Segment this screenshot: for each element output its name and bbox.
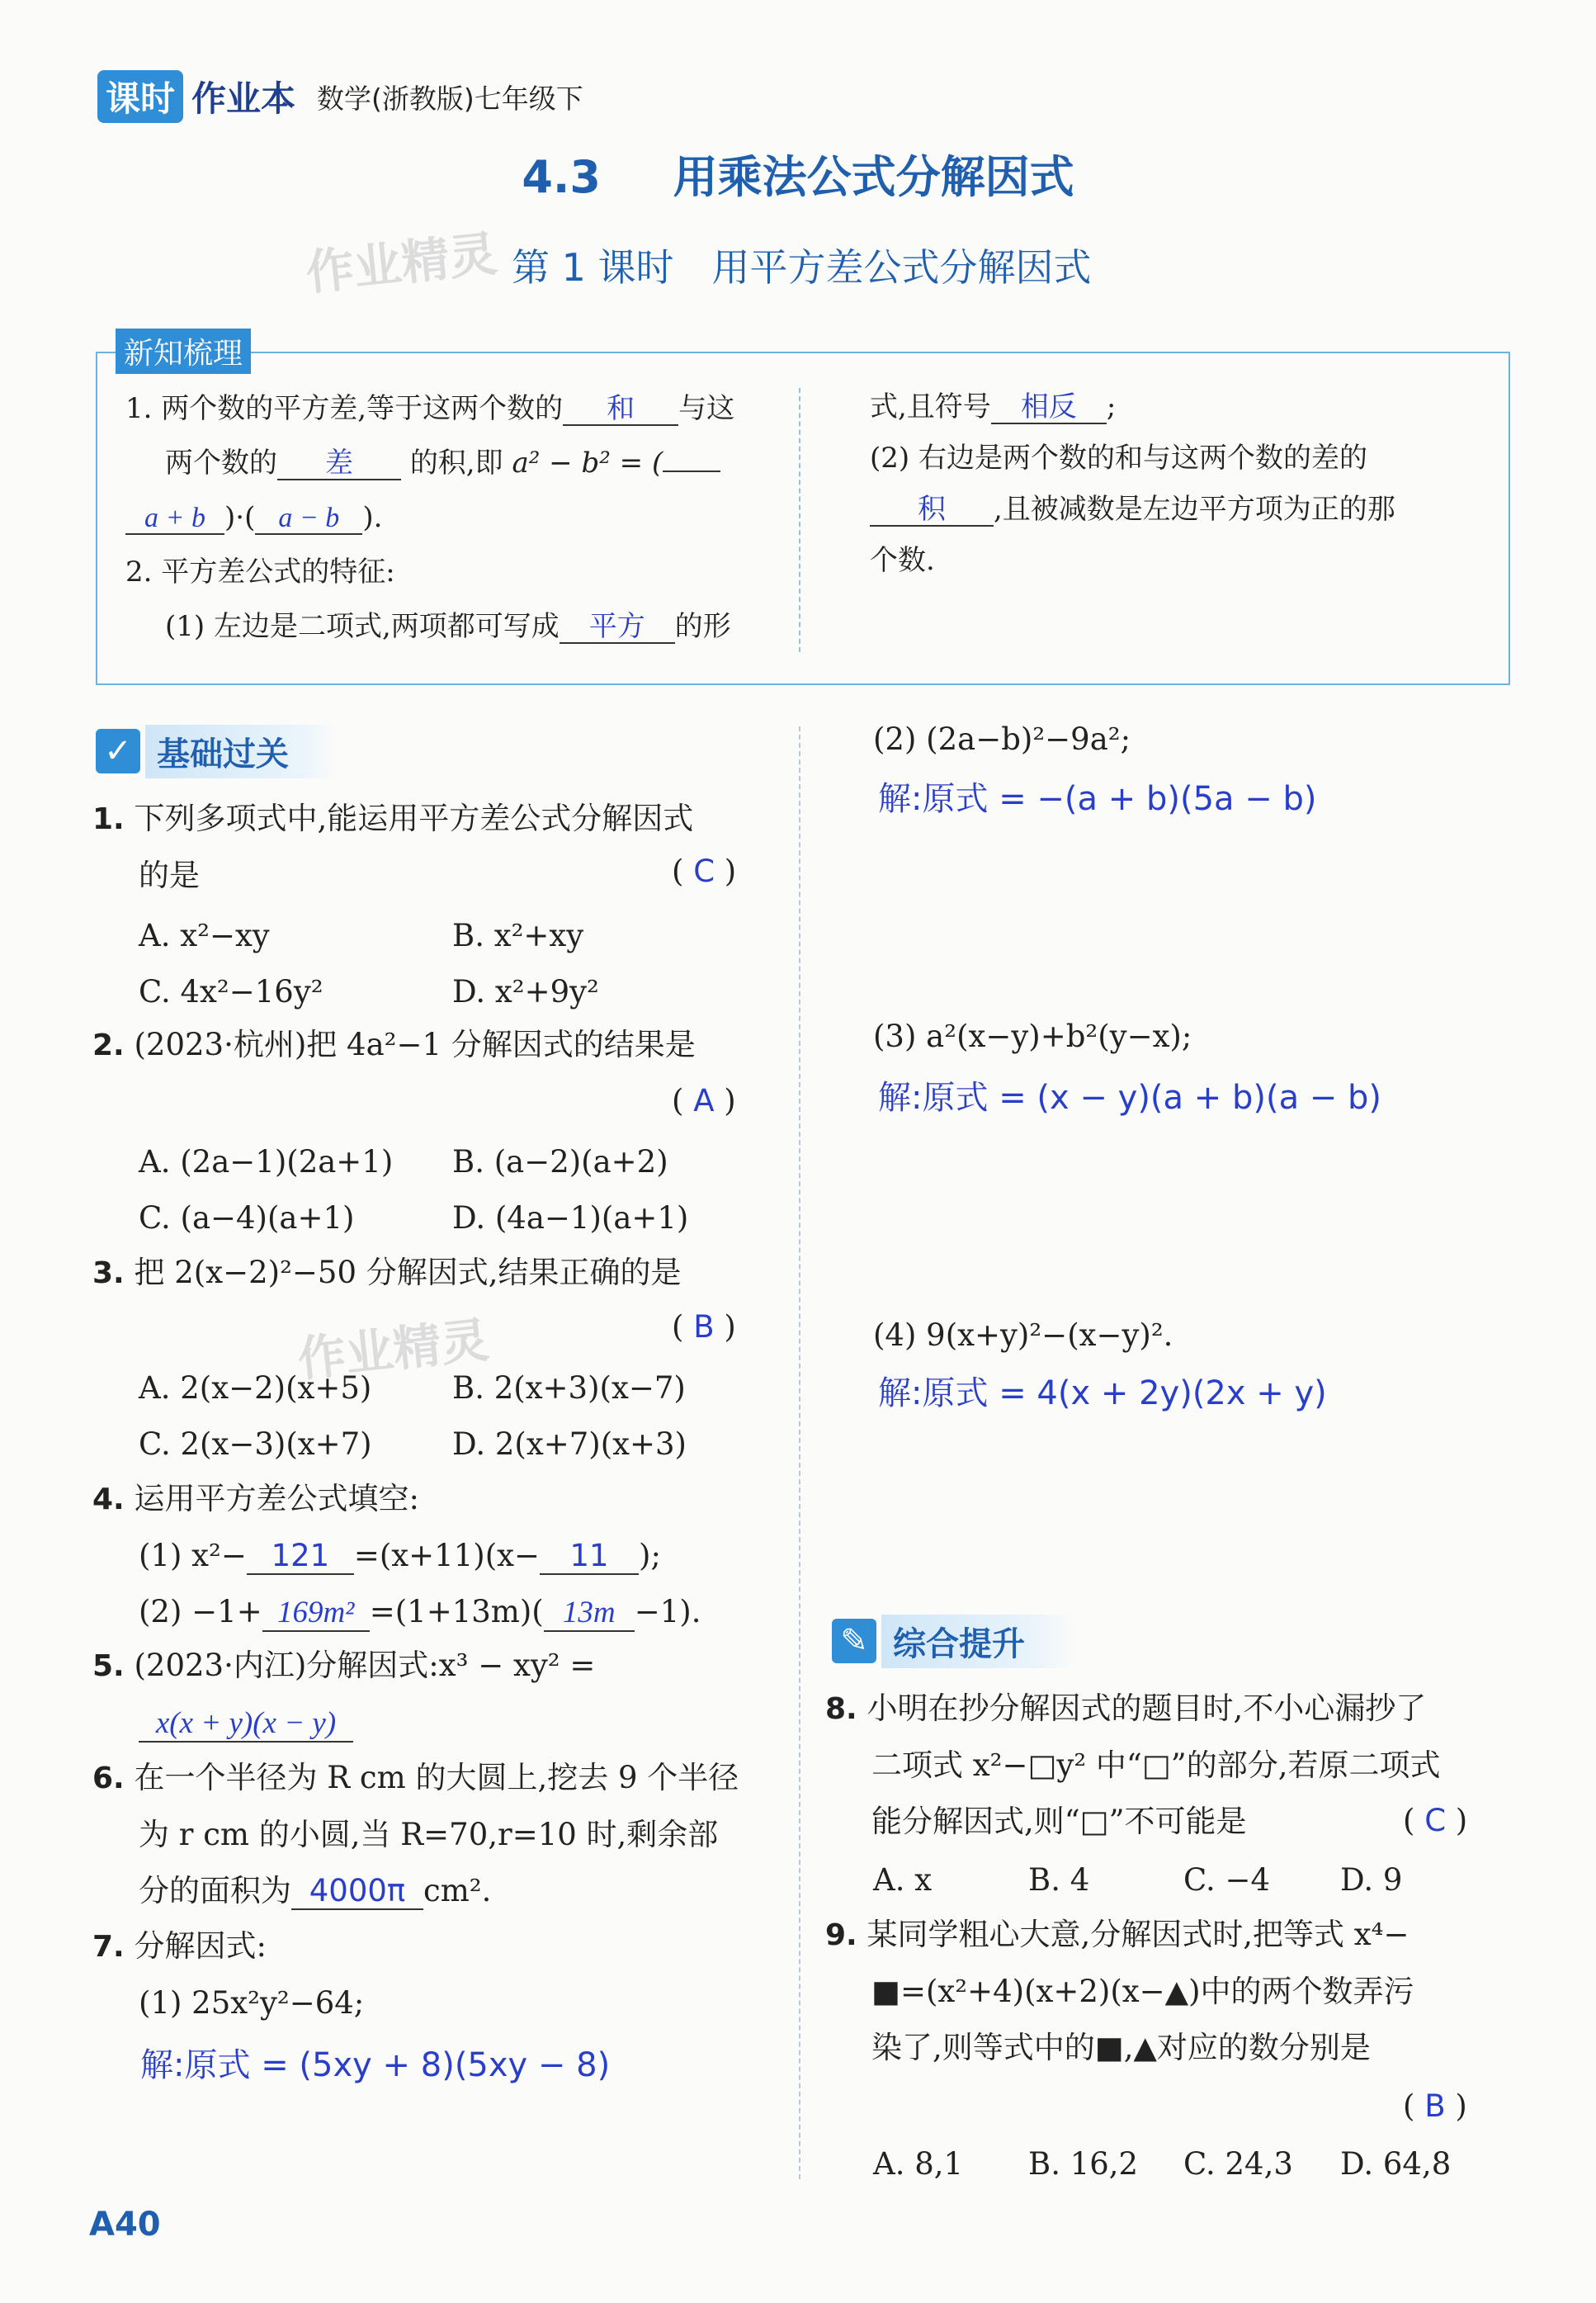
q3-choice-b[interactable]: B. 2(x+3)(x−7) [452,1370,686,1406]
answer-blank[interactable]: 和 [563,394,678,426]
answer-blank[interactable]: 积 [870,494,994,527]
q2-choice-d[interactable]: D. (4a−1)(a+1) [452,1200,689,1236]
q8-choice-b[interactable]: B. 4 [1028,1862,1090,1898]
q3-choice-c[interactable]: C. 2(x−3)(x+7) [139,1426,372,1462]
q1-choice-c[interactable]: C. 4x²−16y² [139,974,323,1010]
q3-choice-a[interactable]: A. 2(x−2)(x+5) [139,1370,372,1406]
watermark: 作业精灵 [295,1312,492,1388]
q7-3-question: (3) a²(x−y)+b²(y−x); [873,1019,1192,1054]
knowledge-divider [799,388,800,652]
lesson-title: 第 1 课时 用平方差公式分解因式 [512,245,1092,290]
q7-1-solution: 解:原式 = (5xy + 8)(5xy − 8) [140,2046,611,2084]
q9-choice-a[interactable]: A. 8,1 [873,2146,964,2182]
q1-choice-d[interactable]: D. x²+9y² [452,974,599,1010]
basic-section-label: 基础过关 [145,725,338,778]
q8-choice-d[interactable]: D. 9 [1340,1862,1403,1898]
answer-blank[interactable]: 差 [277,448,401,480]
checkbox-icon: ✓ [96,729,140,773]
knowledge-right: 式,且符号 相反 ; (2) 右边是两个数的和与这两个数的差的 积 ,且被减数是左边平方项为正的那 个数. [870,390,1395,577]
q1-answer: ( C ) [672,854,737,889]
answer-blank[interactable]: x(x + y)(x − y) [139,1707,353,1743]
q8-choice-c[interactable]: C. −4 [1183,1862,1271,1898]
q7-4-solution: 解:原式 = 4(x + 2y)(2x + y) [878,1374,1327,1412]
q1-choice-b[interactable]: B. x²+xy [452,918,584,953]
q7-2-question: (2) (2a−b)²−9a²; [873,721,1131,757]
question-5: 5. (2023·内江)分解因式:x³ − xy² = x(x + y)(x − y) [92,1638,777,1751]
q9-choice-c[interactable]: C. 24,3 [1183,2146,1293,2182]
q8-answer: ( C ) [1403,1803,1468,1838]
q2-choice-a[interactable]: A. (2a−1)(2a+1) [139,1144,394,1180]
advanced-section-header [832,1615,1074,1667]
knowledge-label: 新知梳理 [116,329,251,374]
q7-2-solution: 解:原式 = −(a + b)(5a − b) [878,780,1317,818]
q7-4-question: (4) 9(x+y)²−(x−y)². [873,1317,1173,1353]
answer-blank[interactable]: 13m [544,1596,635,1632]
q9-answer: ( B ) [1403,2088,1467,2124]
answer-blank[interactable]: a − b [255,503,362,535]
basic-section-header [96,725,338,778]
answer-blank[interactable]: 169m² [262,1596,370,1632]
column-divider [799,726,800,2179]
question-9: 9. 某同学粗心大意,分解因式时,把等式 x⁴− ■=(x²+4)(x+2)(x−▲)中的两个数弄污 染了,则等式中的■,▲对应的数分别是 [825,1917,1414,2065]
section-title-text: 用乘法公式分解因式 [673,151,1074,203]
answer-blank[interactable]: 121 [247,1539,354,1575]
answer-blank[interactable]: 相反 [991,392,1107,424]
brand-part1: 课时 [97,70,183,123]
section-title [0,142,1596,206]
answer-blank[interactable]: 4000π [291,1875,423,1910]
q7-3-solution: 解:原式 = (x − y)(a + b)(a − b) [878,1079,1382,1117]
question-7: 7. 分解因式: (1) 25x²y²−64; [92,1928,365,2021]
knowledge-left: 1. 两个数的平方差,等于这两个数的 和 与这 两个数的 差 的积,即 a² − b² = ( a + b )·( a − b ). 2. 平方差公式的特征: (1) 左边是二项式,两项都可写成 平方 的形 [125,392,735,643]
answer-blank[interactable]: a + b [125,503,224,535]
watermark: 作业精灵 [303,225,500,301]
q3-answer: ( B ) [672,1309,736,1345]
q2-choice-c[interactable]: C. (a−4)(a+1) [139,1200,355,1236]
question-2: 2. (2023·杭州)把 4a²−1 分解因式的结果是 [92,1027,696,1062]
question-4: 4. 运用平方差公式填空: (1) x²− 121 =(x+11)(x− 11 ); (2) −1+ 169m² =(1+13m)( 13m −1). [92,1471,777,1640]
section-number: 4.3 [522,151,602,203]
q3-choice-d[interactable]: D. 2(x+7)(x+3) [452,1426,687,1462]
answer-blank[interactable]: 平方 [560,612,675,644]
q2-choice-b[interactable]: B. (a−2)(a+2) [452,1144,668,1180]
q8-choice-a[interactable]: A. x [873,1862,933,1898]
question-3: 3. 把 2(x−2)²−50 分解因式,结果正确的是 [92,1255,682,1290]
q1-choice-a[interactable]: A. x²−xy [139,918,270,953]
advanced-section-label: 综合提升 [881,1615,1074,1668]
pencil-icon: ✎ [832,1619,876,1663]
question-8: 8. 小明在抄分解因式的题目时,不小心漏抄了 二项式 x²−□y² 中“□”的部分,若原二项式 能分解因式,则“□”不可能是 [825,1691,1441,1839]
q2-answer: ( A ) [672,1083,736,1118]
q9-choice-b[interactable]: B. 16,2 [1028,2146,1139,2182]
subject-label: 数学(浙教版)七年级下 [317,82,583,115]
brand-part2: 作业本 [191,78,296,119]
brand-logo [97,73,583,121]
page-number: A40 [89,2206,161,2244]
question-1: 1. 下列多项式中,能运用平方差公式分解因式 的是 [92,801,694,893]
answer-blank[interactable]: 11 [540,1539,639,1575]
question-6: 6. 在一个半径为 R cm 的大圆上,挖去 9 个半径 为 r cm 的小圆,当 R=70,r=10 时,剩余部 分的面积为 4000π cm². [92,1760,739,1908]
q9-choice-d[interactable]: D. 64,8 [1340,2146,1452,2182]
